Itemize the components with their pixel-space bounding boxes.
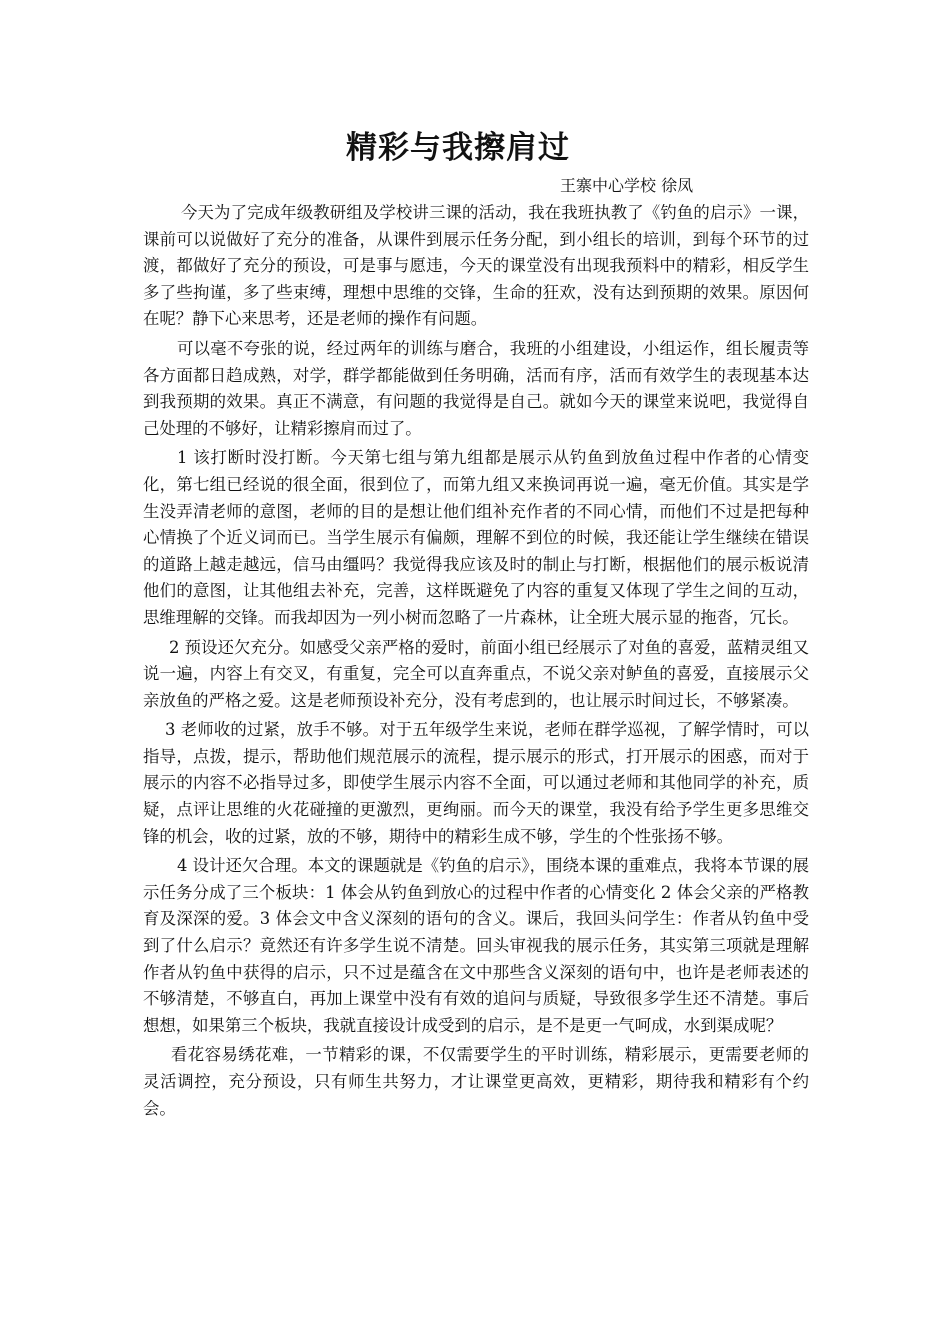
paragraph-point-3: 3 老师收的过紧，放手不够。对于五年级学生来说，老师在群学巡视，了解学情时，可以指导，点拨，提示，帮助他们规范展示的流程，提示展示的形式，打开展示的困惑，而对于展示的内容不必指导过多，即使学生展示内容不全面，可以通过老师和其他同学的补充，质疑，点评让思维的火花碰撞的更激烈，更绚丽。而今天的课堂，我没有给予学生更多思维交锋的机会，收的过紧，放的不够，期待中的精彩生成不够，学生的个性张扬不够。 (143, 720, 809, 846)
paragraph-point-4: 4 设计还欠合理。本文的课题就是《钓鱼的启示》，围绕本课的重难点，我将本节课的展示任务分成了三个板块：1 体会从钓鱼到放心的过程中作者的心情变化 2 体会父亲的严格教育及深深的爱。3 体会文中含义深刻的语句的含义。课后，我回头问学生：作者从钓鱼中受到了什么启示？竟然还有许多学生说不清楚。回头审视我的展示任务，其实第三项就是理解作者从钓鱼中获得的启示，只不过是蕴含在文中那些含义深刻的语句中，也许是老师表述的不够清楚，不够直白，再加上课堂中没有有效的追问与质疑，导致很多学生还不清楚。事后想想，如果第三个板块，我就直接设计成受到的启示，是不是更一气呵成，水到渠成呢？ (143, 856, 809, 1035)
document-title: 精彩与我擦肩过 (346, 130, 570, 166)
author-line: 王寨中心学校 徐凤 (560, 176, 694, 195)
paragraph-point-1: 1 该打断时没打断。今天第七组与第九组都是展示从钓鱼到放鱼过程中作者的心情变化，第七组已经说的很全面，很到位了，而第九组又来换词再说一遍，毫无价值。其实是学生没弄清老师的意图，老师的目的是想让他们组补充作者的不同心情，而他们不过是把每种心情换了个近义词而已。当学生展示有偏颇，理解不到位的时候，我还能让学生继续在错误的道路上越走越远，信马由缰吗？我觉得我应该及时的制止与打断，根据他们的展示板说清他们的意图，让其他组去补充，完善，这样既避免了内容的重复又体现了学生之间的互动，思维理解的交锋。而我却因为一列小树而忽略了一片森林，让全班大展示显的拖沓，冗长。 (143, 448, 809, 627)
paragraph-conclusion: 看花容易绣花难，一节精彩的课，不仅需要学生的平时训练，精彩展示，更需要老师的灵活调控，充分预设，只有师生共努力，才让课堂更高效，更精彩，期待我和精彩有个约会。 (143, 1045, 809, 1118)
paragraph-intro: 今天为了完成年级教研组及学校讲三课的活动，我在我班执教了《钓鱼的启示》一课，课前可以说做好了充分的准备，从课件到展示任务分配，到小组长的培训，到每个环节的过渡，都做好了充分的预设，可是事与愿违，今天的课堂没有出现我预料中的精彩，相反学生多了些拘谨，多了些束缚，理想中思维的交锋，生命的狂欢，没有达到预期的效果。原因何在呢？静下心来思考，还是老师的操作有问题。 (143, 203, 809, 329)
document-body (143, 200, 809, 1125)
paragraph-reflection: 可以毫不夸张的说，经过两年的训练与磨合，我班的小组建设，小组运作，组长履责等各方面都日趋成熟，对学，群学都能做到任务明确，活而有序，活而有效学生的表现基本达到我预期的效果。真正不满意，有问题的我觉得是自己。就如今天的课堂来说吧，我觉得自己处理的不够好，让精彩擦肩而过了。 (143, 338, 809, 438)
paragraph-point-2: 2 预设还欠充分。如感受父亲严格的爱时，前面小组已经展示了对鱼的喜爱，蓝精灵组又说一遍，内容上有交叉，有重复，完全可以直奔重点，不说父亲对鲈鱼的喜爱，直接展示父亲放鱼的严格之爱。这是老师预设补充分，没有考虑到的，也让展示时间过长，不够紧凑。 (143, 637, 809, 710)
